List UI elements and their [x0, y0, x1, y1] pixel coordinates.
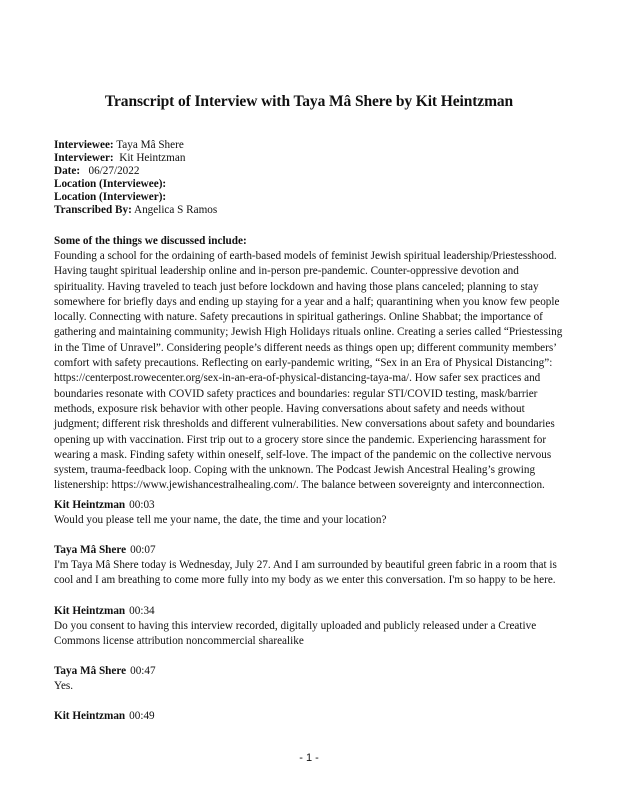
summary-heading: Some of the things we discussed include:	[54, 235, 247, 247]
summary-line: Founding a school for the ordaining of earth-based models of feminist Jewish spiritual leadership/Priestesshood.	[54, 250, 557, 262]
utterance	[54, 679, 584, 694]
summary-line: locally. Connecting with nature. Safety precautions in spiritual gatherings. Online Shabbat; the importance of	[54, 311, 543, 324]
speaker-line	[54, 604, 584, 619]
utterance-line: Yes.	[54, 680, 74, 693]
meta-label: Interviewer:	[54, 152, 114, 164]
summary-line: listenership: https://www.jewishancestralhealing.com/. The balance between sovereignty and interconnection.	[54, 479, 545, 492]
meta-label: Location (Interviewer):	[54, 191, 167, 203]
speaker-name: Kit Heintzman	[54, 604, 126, 617]
timestamp: 00:07	[130, 544, 156, 557]
meta-value: Kit Heintzman	[116, 152, 186, 164]
meta-interviewer	[54, 152, 217, 165]
utterance	[54, 513, 584, 528]
document-title: Transcript of Interview with Taya Mâ Shere by Kit Heintzman	[104, 93, 514, 110]
meta-date	[54, 165, 217, 178]
meta-transcribed-by	[54, 204, 217, 217]
meta-location-interviewer	[54, 191, 217, 204]
utterance-line: cool and I am breathing to come more fully into my body as we enter this conversation. I'm so happy to be here.	[54, 574, 556, 587]
utterance-line: I'm Taya Mâ Shere today is Wednesday, July 27. And I am surrounded by beautiful green fabric in a room that is	[54, 559, 557, 572]
summary-text	[54, 249, 584, 494]
speaker-name: Taya Mâ Shere	[54, 544, 127, 557]
meta-label: Interviewee:	[54, 139, 114, 151]
summary-line: boundaries resonate with COVID safety practices and boundaries: regular STI/COVID testing, mask/barrier	[54, 387, 538, 400]
speaker-name: Kit Heintzman	[54, 710, 126, 723]
utterance	[54, 619, 584, 649]
summary-line: opening up with vaccination. First trip out to a grocery store since the pandemic. Experiencing harassment for	[54, 433, 547, 446]
summary-line: somewhere for briefly days and ending up staying for a year and a half; quarantining when you know few people	[54, 295, 560, 308]
speaker-line	[54, 709, 584, 724]
meta-value: Angelica S Ramos	[133, 204, 218, 216]
summary-line: methods, exposure risk behavior with other people. Having conversations about safety and needs without	[54, 402, 525, 415]
meta-value: 06/27/2022	[82, 165, 140, 177]
utterance-line: Do you consent to having this interview recorded, digitally uploaded and publicly released under a Creative	[54, 619, 537, 632]
summary-line: judgment; different risk thresholds and different vulnerabilities. New conversations about safety and boundaries	[54, 418, 555, 431]
summary-line: system, trauma-feedback loop. Coping with the unknown. The Podcast Jewish Ancestral Healing’s growing	[54, 464, 536, 477]
summary-line: spirituality. Having traveled to teach just before lockdown and having those plans canceled; planning to stay	[54, 280, 539, 293]
timestamp: 00:47	[130, 665, 156, 678]
summary-line: https://centerpost.rowecenter.org/sex-in-an-era-of-physical-distancing-taya-ma/. How safer sex practices and	[54, 372, 541, 385]
timestamp: 00:03	[129, 499, 155, 511]
meta-label: Location (Interviewee):	[54, 178, 167, 190]
summary-line: Having taught spiritual leadership online and in-person pre-pandemic. Counter-oppressive devotion and	[54, 265, 519, 278]
meta-value: Taya Mâ Shere	[116, 139, 184, 151]
speaker-line	[54, 498, 584, 513]
meta-location-interviewee	[54, 178, 217, 191]
utterance	[54, 558, 584, 588]
transcript-turn	[54, 604, 584, 649]
speaker-name: Kit Heintzman	[54, 499, 126, 511]
summary-line: gathering and maintaining community; Jewish High Holidays rituals online. Creating a series called “Priestessing	[54, 326, 563, 339]
summary-line: wearing a mask. Finding safety within oneself, self-love. The impact of the pandemic on the collective nervous	[54, 448, 552, 461]
speaker-line	[54, 543, 584, 558]
timestamp: 00:34	[129, 604, 155, 617]
page-number: - 1 -	[299, 752, 319, 764]
discussion-summary	[54, 234, 584, 494]
utterance-line: Commons license attribution noncommercial sharealike	[54, 634, 304, 647]
meta-label: Transcribed By:	[54, 204, 132, 216]
summary-line: in the Time of Unravel”. Considering people’s different needs as things open up; different community members’	[54, 341, 557, 354]
interview-metadata	[54, 139, 217, 217]
transcript-turn	[54, 543, 584, 588]
summary-line: comfort with safety precautions. Reflecting on early-pandemic writing, “Sex in an Era of Physical Distancing”:	[54, 357, 553, 370]
meta-label: Date:	[54, 165, 81, 177]
transcript-body	[54, 498, 584, 739]
transcript-turn	[54, 709, 584, 724]
timestamp: 00:49	[129, 710, 155, 723]
meta-interviewee	[54, 139, 217, 152]
transcript-turn	[54, 664, 584, 694]
transcript-turn	[54, 498, 584, 528]
speaker-line	[54, 664, 584, 679]
speaker-name: Taya Mâ Shere	[54, 665, 127, 678]
utterance-line: Would you please tell me your name, the date, the time and your location?	[54, 514, 387, 526]
